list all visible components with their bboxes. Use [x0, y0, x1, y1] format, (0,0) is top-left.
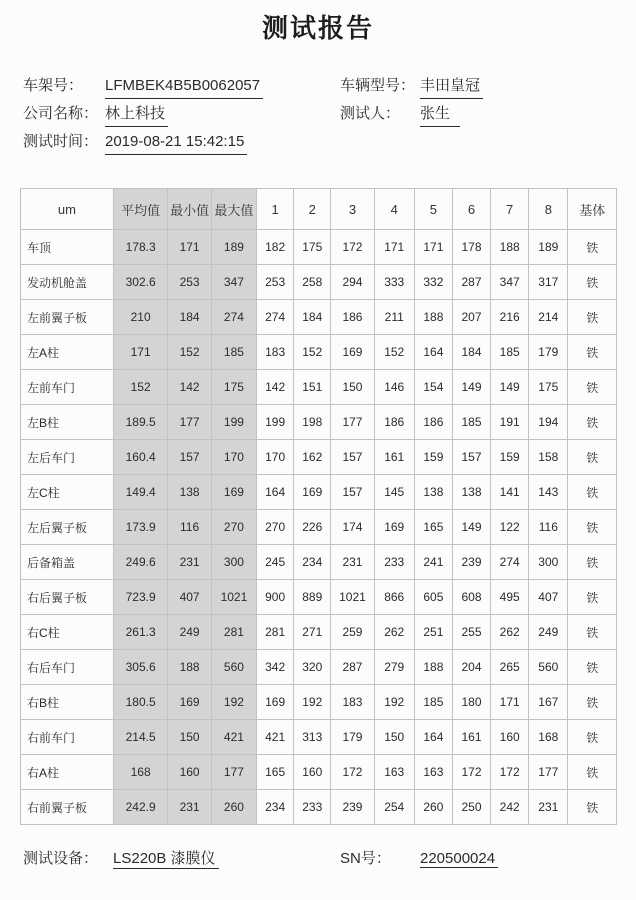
vin-label: 车架号：: [23, 77, 84, 94]
reading-cell: 162: [294, 440, 331, 475]
base-cell: 铁: [568, 755, 617, 790]
reading-cell: 164: [414, 335, 452, 370]
max-cell: 169: [211, 475, 256, 510]
reading-cell: 192: [294, 685, 331, 720]
min-cell: 188: [168, 650, 211, 685]
avg-cell: 214.5: [113, 720, 168, 755]
reading-cell: 186: [331, 300, 374, 335]
reading-cell: 258: [294, 265, 331, 300]
reading-cell: 495: [491, 580, 529, 615]
reading-cell: 260: [414, 790, 452, 825]
reading-cell: 192: [374, 685, 414, 720]
max-cell: 177: [211, 755, 256, 790]
reading-cell: 186: [374, 405, 414, 440]
reading-cell: 245: [257, 545, 294, 580]
reading-cell: 169: [374, 510, 414, 545]
reading-cell: 407: [529, 580, 568, 615]
min-cell: 150: [168, 720, 211, 755]
min-cell: 231: [168, 545, 211, 580]
column-header: 6: [452, 189, 490, 230]
table-row: [21, 405, 617, 440]
max-cell: 260: [211, 790, 256, 825]
max-cell: 1021: [211, 580, 256, 615]
reading-cell: 158: [529, 440, 568, 475]
test-time-label: 测试时间：: [23, 133, 99, 150]
part-cell: 后备箱盖: [21, 545, 114, 580]
reading-cell: 1021: [331, 580, 374, 615]
reading-cell: 177: [529, 755, 568, 790]
reading-cell: 161: [452, 720, 490, 755]
reading-cell: 347: [491, 265, 529, 300]
reading-cell: 234: [257, 790, 294, 825]
avg-cell: 168: [113, 755, 168, 790]
part-cell: 左A柱: [21, 335, 114, 370]
column-header: 8: [529, 189, 568, 230]
reading-cell: 157: [331, 440, 374, 475]
reading-cell: 159: [491, 440, 529, 475]
reading-cell: 605: [414, 580, 452, 615]
table-row: [21, 475, 617, 510]
min-cell: 116: [168, 510, 211, 545]
reading-cell: 239: [331, 790, 374, 825]
model-field: [340, 74, 636, 102]
reading-cell: 177: [331, 405, 374, 440]
reading-cell: 170: [257, 440, 294, 475]
column-header: 最小值: [168, 189, 211, 230]
reading-cell: 154: [414, 370, 452, 405]
reading-cell: 163: [374, 755, 414, 790]
avg-cell: 152: [113, 370, 168, 405]
reading-cell: 179: [331, 720, 374, 755]
reading-cell: 160: [491, 720, 529, 755]
reading-cell: 300: [529, 545, 568, 580]
min-cell: 171: [168, 230, 211, 265]
table-row: [21, 790, 617, 825]
reading-cell: 317: [529, 265, 568, 300]
sn-field: [340, 847, 498, 869]
reading-cell: 179: [529, 335, 568, 370]
device-field: [23, 847, 340, 869]
part-cell: 左后翼子板: [21, 510, 114, 545]
reading-cell: 169: [331, 335, 374, 370]
reading-cell: 900: [257, 580, 294, 615]
avg-cell: 178.3: [113, 230, 168, 265]
avg-cell: 723.9: [113, 580, 168, 615]
base-cell: 铁: [568, 300, 617, 335]
reading-cell: 233: [374, 545, 414, 580]
reading-cell: 172: [452, 755, 490, 790]
reading-cell: 250: [452, 790, 490, 825]
avg-cell: 242.9: [113, 790, 168, 825]
model-value: 丰田皇冠: [420, 74, 483, 99]
info-right-column: [340, 74, 636, 158]
avg-cell: 173.9: [113, 510, 168, 545]
reading-cell: 185: [491, 335, 529, 370]
tester-label: 测试人：: [340, 105, 401, 122]
base-cell: 铁: [568, 790, 617, 825]
reading-cell: 188: [491, 230, 529, 265]
part-cell: 右前翼子板: [21, 790, 114, 825]
table-row: [21, 545, 617, 580]
reading-cell: 169: [257, 685, 294, 720]
reading-cell: 866: [374, 580, 414, 615]
max-cell: 170: [211, 440, 256, 475]
reading-cell: 160: [294, 755, 331, 790]
reading-cell: 198: [294, 405, 331, 440]
reading-cell: 146: [374, 370, 414, 405]
table-row: [21, 440, 617, 475]
base-cell: 铁: [568, 685, 617, 720]
reading-cell: 171: [374, 230, 414, 265]
reading-cell: 185: [414, 685, 452, 720]
tester-value: 张生: [420, 102, 460, 127]
column-header: 7: [491, 189, 529, 230]
report-footer: [23, 847, 636, 869]
reading-cell: 249: [529, 615, 568, 650]
reading-cell: 333: [374, 265, 414, 300]
table-row: [21, 300, 617, 335]
avg-cell: 180.5: [113, 685, 168, 720]
table-row: [21, 650, 617, 685]
part-cell: 右C柱: [21, 615, 114, 650]
max-cell: 199: [211, 405, 256, 440]
reading-cell: 194: [529, 405, 568, 440]
reading-cell: 313: [294, 720, 331, 755]
base-cell: 铁: [568, 335, 617, 370]
table-row: [21, 615, 617, 650]
max-cell: 347: [211, 265, 256, 300]
reading-cell: 188: [414, 650, 452, 685]
column-header: 3: [331, 189, 374, 230]
reading-cell: 233: [294, 790, 331, 825]
min-cell: 177: [168, 405, 211, 440]
reading-cell: 149: [452, 510, 490, 545]
reading-cell: 152: [374, 335, 414, 370]
part-cell: 右B柱: [21, 685, 114, 720]
reading-cell: 214: [529, 300, 568, 335]
min-cell: 407: [168, 580, 211, 615]
reading-cell: 279: [374, 650, 414, 685]
column-header: 4: [374, 189, 414, 230]
max-cell: 300: [211, 545, 256, 580]
column-header: 平均值: [113, 189, 168, 230]
reading-cell: 150: [331, 370, 374, 405]
reading-cell: 116: [529, 510, 568, 545]
reading-cell: 231: [529, 790, 568, 825]
reading-cell: 180: [452, 685, 490, 720]
reading-cell: 145: [374, 475, 414, 510]
reading-cell: 164: [257, 475, 294, 510]
reading-cell: 149: [452, 370, 490, 405]
reading-cell: 122: [491, 510, 529, 545]
reading-cell: 183: [331, 685, 374, 720]
base-cell: 铁: [568, 230, 617, 265]
table-row: [21, 230, 617, 265]
reading-cell: 138: [452, 475, 490, 510]
reading-cell: 560: [529, 650, 568, 685]
part-cell: 右后翼子板: [21, 580, 114, 615]
reading-cell: 262: [374, 615, 414, 650]
report-info-block: [23, 74, 636, 158]
reading-cell: 172: [331, 230, 374, 265]
reading-cell: 165: [257, 755, 294, 790]
base-cell: 铁: [568, 510, 617, 545]
reading-cell: 216: [491, 300, 529, 335]
reading-cell: 182: [257, 230, 294, 265]
reading-cell: 320: [294, 650, 331, 685]
measurement-table: [20, 188, 617, 825]
base-cell: 铁: [568, 650, 617, 685]
max-cell: 274: [211, 300, 256, 335]
table-body: [21, 230, 617, 825]
reading-cell: 152: [294, 335, 331, 370]
reading-cell: 294: [331, 265, 374, 300]
reading-cell: 141: [491, 475, 529, 510]
avg-cell: 149.4: [113, 475, 168, 510]
avg-cell: 171: [113, 335, 168, 370]
sn-label: SN号：: [340, 850, 391, 867]
reading-cell: 199: [257, 405, 294, 440]
reading-cell: 163: [414, 755, 452, 790]
reading-cell: 164: [414, 720, 452, 755]
reading-cell: 157: [331, 475, 374, 510]
reading-cell: 167: [529, 685, 568, 720]
test-time-value: 2019-08-21 15:42:15: [105, 130, 247, 155]
company-value: 林上科技: [105, 102, 168, 127]
reading-cell: 274: [257, 300, 294, 335]
avg-cell: 210: [113, 300, 168, 335]
base-cell: 铁: [568, 615, 617, 650]
max-cell: 175: [211, 370, 256, 405]
reading-cell: 265: [491, 650, 529, 685]
reading-cell: 270: [257, 510, 294, 545]
reading-cell: 185: [452, 405, 490, 440]
base-cell: 铁: [568, 370, 617, 405]
model-label: 车辆型号：: [340, 77, 416, 94]
max-cell: 189: [211, 230, 256, 265]
column-header: 基体: [568, 189, 617, 230]
reading-cell: 150: [374, 720, 414, 755]
min-cell: 231: [168, 790, 211, 825]
reading-cell: 274: [491, 545, 529, 580]
reading-cell: 183: [257, 335, 294, 370]
reading-cell: 142: [257, 370, 294, 405]
table-header-row: [21, 189, 617, 230]
part-cell: 右后车门: [21, 650, 114, 685]
part-cell: 左前车门: [21, 370, 114, 405]
avg-cell: 249.6: [113, 545, 168, 580]
min-cell: 152: [168, 335, 211, 370]
part-cell: 右A柱: [21, 755, 114, 790]
table-row: [21, 580, 617, 615]
reading-cell: 165: [414, 510, 452, 545]
reading-cell: 889: [294, 580, 331, 615]
avg-cell: 305.6: [113, 650, 168, 685]
column-header: 1: [257, 189, 294, 230]
part-cell: 车顶: [21, 230, 114, 265]
info-left-column: [23, 74, 340, 158]
reading-cell: 171: [491, 685, 529, 720]
reading-cell: 143: [529, 475, 568, 510]
part-cell: 发动机舱盖: [21, 265, 114, 300]
min-cell: 184: [168, 300, 211, 335]
reading-cell: 262: [491, 615, 529, 650]
min-cell: 249: [168, 615, 211, 650]
part-cell: 左后车门: [21, 440, 114, 475]
reading-cell: 138: [414, 475, 452, 510]
avg-cell: 302.6: [113, 265, 168, 300]
reading-cell: 271: [294, 615, 331, 650]
reading-cell: 168: [529, 720, 568, 755]
unit-column-header: um: [21, 189, 114, 230]
reading-cell: 151: [294, 370, 331, 405]
min-cell: 157: [168, 440, 211, 475]
avg-cell: 189.5: [113, 405, 168, 440]
reading-cell: 161: [374, 440, 414, 475]
reading-cell: 211: [374, 300, 414, 335]
reading-cell: 342: [257, 650, 294, 685]
max-cell: 185: [211, 335, 256, 370]
base-cell: 铁: [568, 580, 617, 615]
max-cell: 281: [211, 615, 256, 650]
reading-cell: 171: [414, 230, 452, 265]
max-cell: 270: [211, 510, 256, 545]
base-cell: 铁: [568, 545, 617, 580]
reading-cell: 287: [452, 265, 490, 300]
tester-field: [340, 102, 636, 130]
reading-cell: 189: [529, 230, 568, 265]
reading-cell: 287: [331, 650, 374, 685]
min-cell: 142: [168, 370, 211, 405]
max-cell: 560: [211, 650, 256, 685]
reading-cell: 175: [529, 370, 568, 405]
device-value: LS220B 漆膜仪: [113, 847, 219, 869]
part-cell: 左B柱: [21, 405, 114, 440]
part-cell: 右前车门: [21, 720, 114, 755]
reading-cell: 172: [331, 755, 374, 790]
company-label: 公司名称：: [23, 105, 99, 122]
reading-cell: 254: [374, 790, 414, 825]
avg-cell: 261.3: [113, 615, 168, 650]
reading-cell: 226: [294, 510, 331, 545]
device-label: 测试设备：: [23, 850, 99, 867]
part-cell: 左C柱: [21, 475, 114, 510]
reading-cell: 234: [294, 545, 331, 580]
reading-cell: 332: [414, 265, 452, 300]
reading-cell: 281: [257, 615, 294, 650]
table-row: [21, 755, 617, 790]
min-cell: 169: [168, 685, 211, 720]
avg-cell: 160.4: [113, 440, 168, 475]
reading-cell: 251: [414, 615, 452, 650]
reading-cell: 159: [414, 440, 452, 475]
reading-cell: 421: [257, 720, 294, 755]
base-cell: 铁: [568, 405, 617, 440]
table-row: [21, 335, 617, 370]
reading-cell: 178: [452, 230, 490, 265]
test-time-field: [23, 130, 340, 158]
reading-cell: 174: [331, 510, 374, 545]
reading-cell: 169: [294, 475, 331, 510]
vin-value: LFMBEK4B5B0062057: [105, 74, 263, 99]
reading-cell: 239: [452, 545, 490, 580]
page-title: 测试报告: [261, 13, 374, 43]
reading-cell: 259: [331, 615, 374, 650]
min-cell: 160: [168, 755, 211, 790]
column-header: 2: [294, 189, 331, 230]
reading-cell: 207: [452, 300, 490, 335]
column-header: 最大值: [211, 189, 256, 230]
table-row: [21, 510, 617, 545]
reading-cell: 175: [294, 230, 331, 265]
reading-cell: 253: [257, 265, 294, 300]
reading-cell: 172: [491, 755, 529, 790]
reading-cell: 255: [452, 615, 490, 650]
sn-value: 220500024: [420, 850, 498, 868]
reading-cell: 157: [452, 440, 490, 475]
table-row: [21, 370, 617, 405]
reading-cell: 188: [414, 300, 452, 335]
reading-cell: 186: [414, 405, 452, 440]
company-field: [23, 102, 340, 130]
reading-cell: 184: [294, 300, 331, 335]
vin-field: [23, 74, 340, 102]
min-cell: 253: [168, 265, 211, 300]
part-cell: 左前翼子板: [21, 300, 114, 335]
base-cell: 铁: [568, 475, 617, 510]
base-cell: 铁: [568, 440, 617, 475]
min-cell: 138: [168, 475, 211, 510]
reading-cell: 608: [452, 580, 490, 615]
table-row: [21, 265, 617, 300]
reading-cell: 149: [491, 370, 529, 405]
reading-cell: 191: [491, 405, 529, 440]
reading-cell: 231: [331, 545, 374, 580]
table-row: [21, 720, 617, 755]
max-cell: 192: [211, 685, 256, 720]
reading-cell: 184: [452, 335, 490, 370]
reading-cell: 242: [491, 790, 529, 825]
reading-cell: 204: [452, 650, 490, 685]
table-row: [21, 685, 617, 720]
column-header: 5: [414, 189, 452, 230]
base-cell: 铁: [568, 265, 617, 300]
max-cell: 421: [211, 720, 256, 755]
reading-cell: 241: [414, 545, 452, 580]
base-cell: 铁: [568, 720, 617, 755]
